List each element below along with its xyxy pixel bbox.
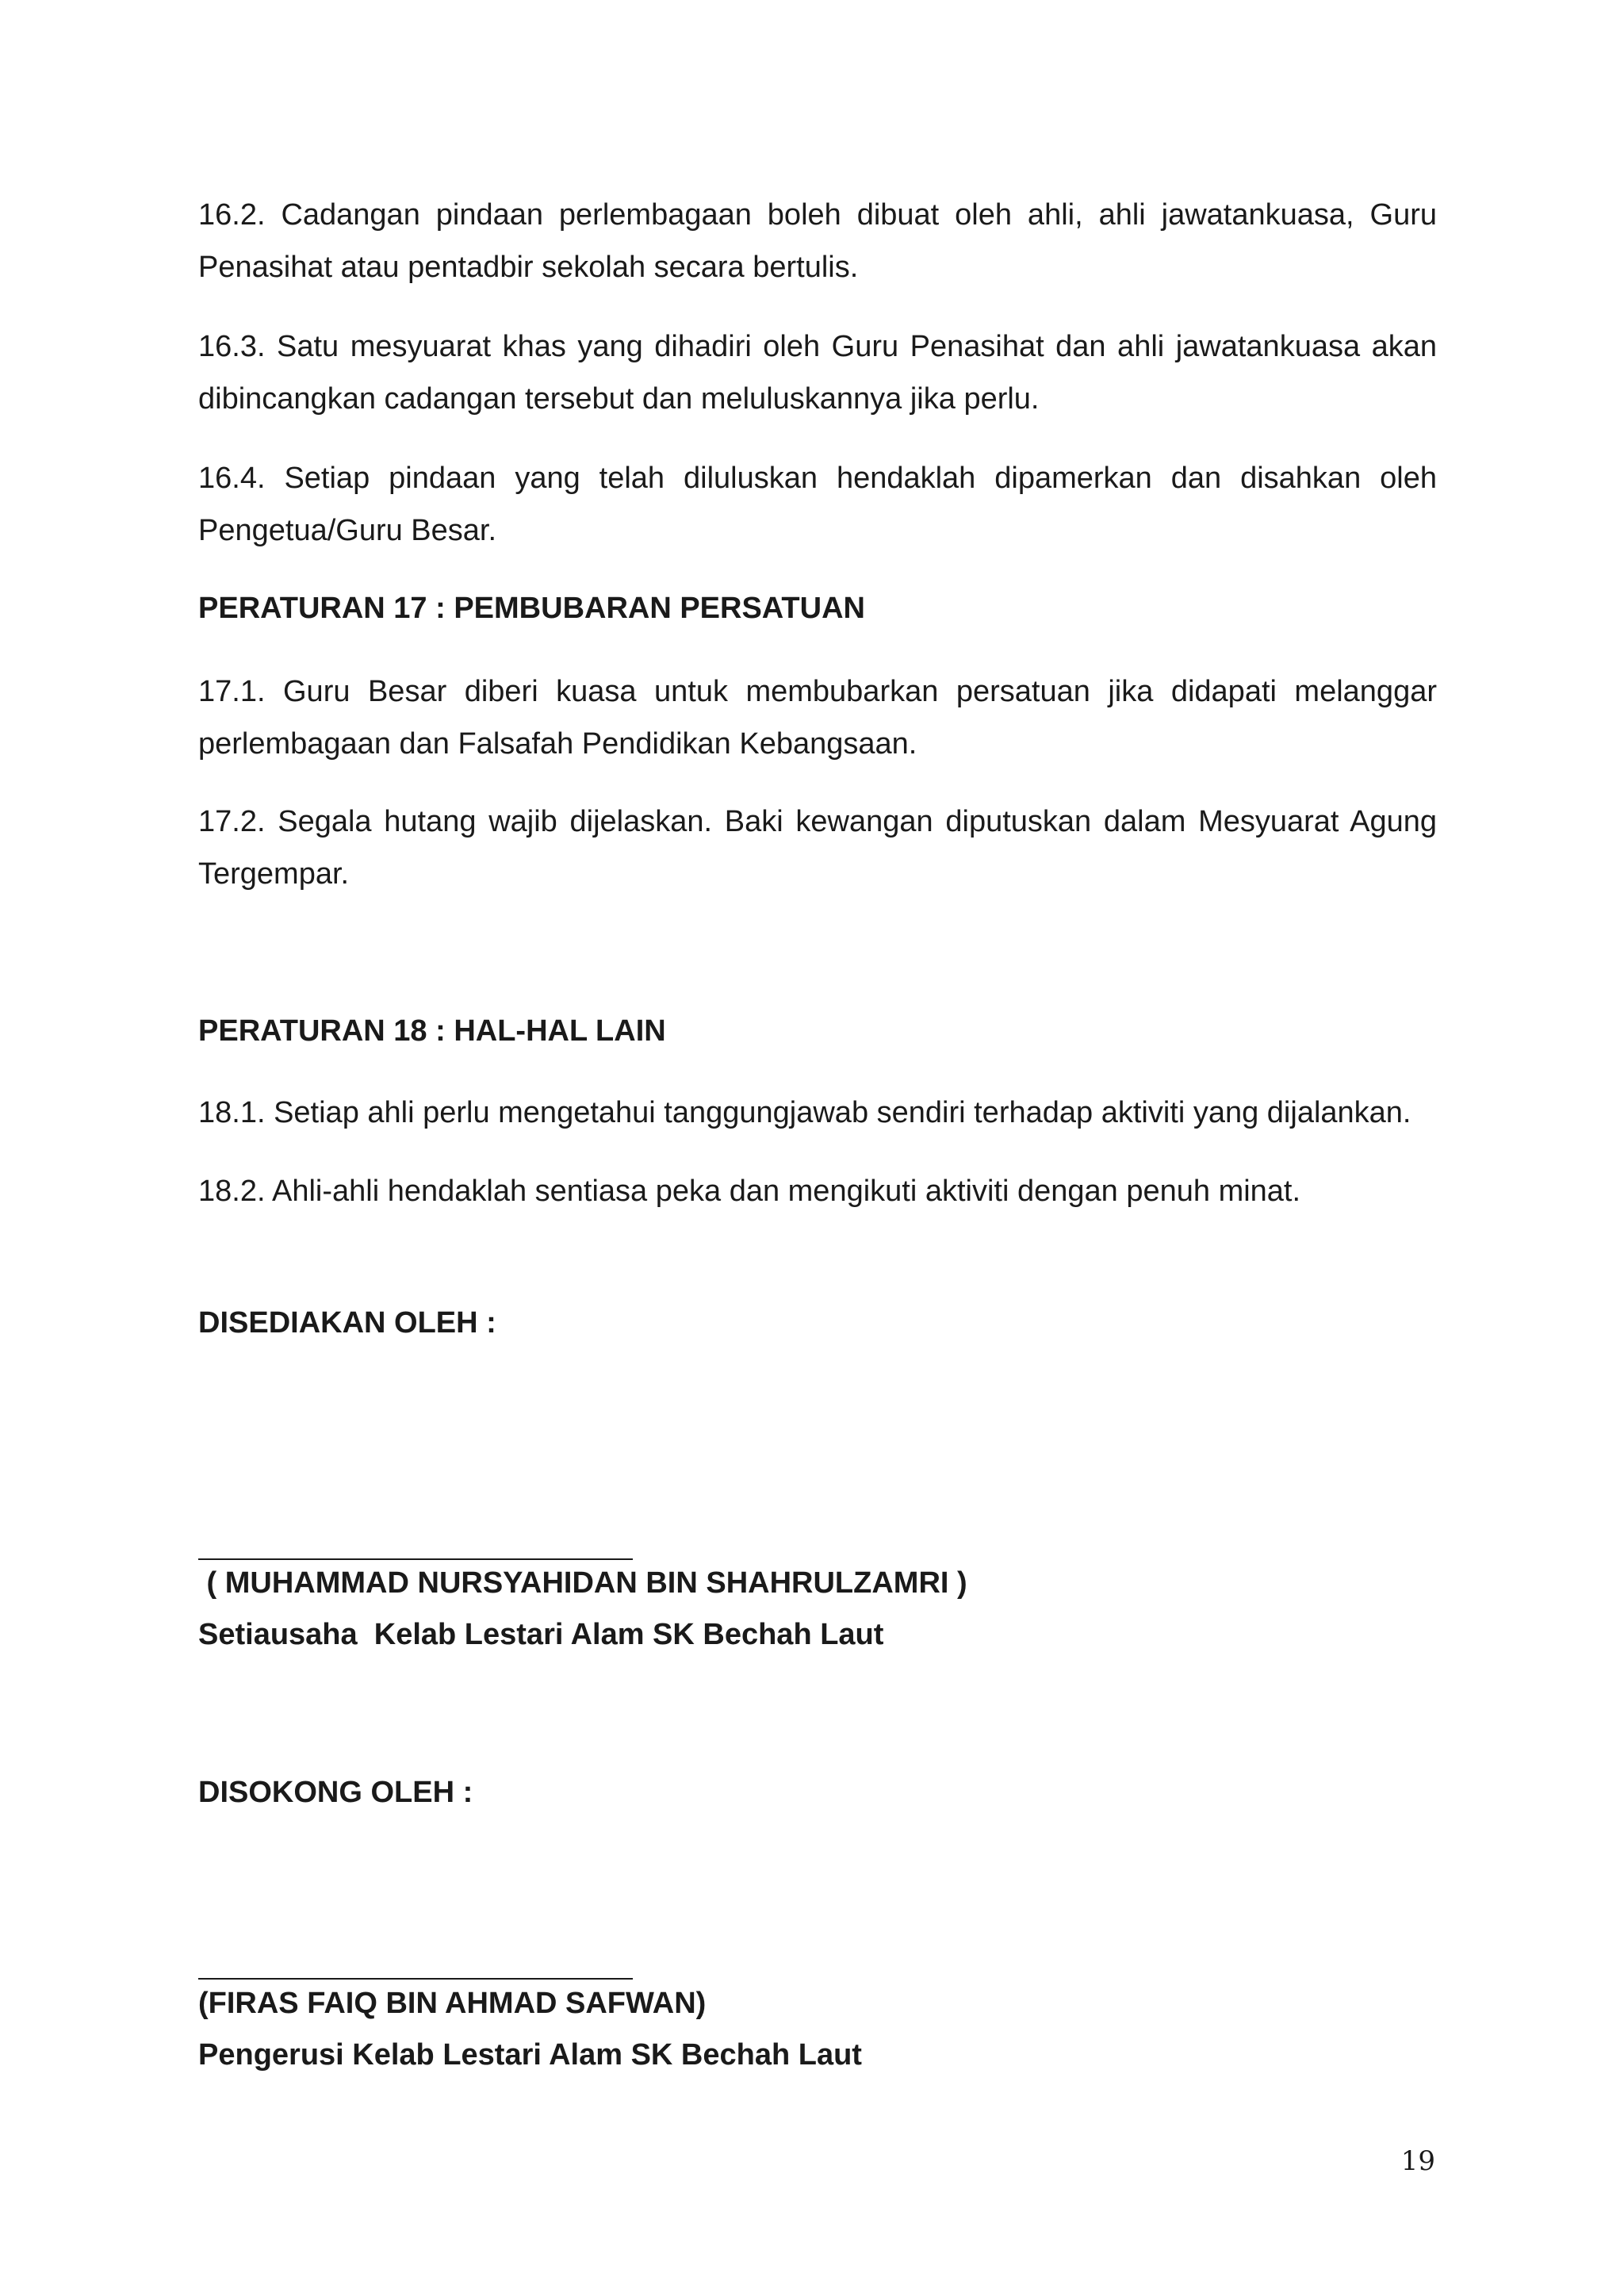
paragraph-text: 16.3. Satu mesyuarat khas yang dihadiri oleh Guru Penasihat dan ahli jawatankuasa akan dibincangkan cadangan tersebut dan meluluskannya jika perlu. bbox=[198, 330, 1437, 416]
supported-by-label bbox=[198, 1773, 1437, 1811]
signature-label: DISOKONG OLEH : bbox=[198, 1776, 473, 1809]
signature-label: DISEDIAKAN OLEH : bbox=[198, 1306, 496, 1340]
page-number: 19 bbox=[1400, 2145, 1435, 2177]
paragraph-text: 17.1. Guru Besar diberi kuasa untuk membubarkan persatuan jika didapati melanggar perlembagaan dan Falsafah Pendidikan Kebangsaan. bbox=[198, 675, 1437, 761]
paragraph-17-2 bbox=[198, 795, 1437, 900]
paragraph-text: 17.2. Segala hutang wajib dijelaskan. Baki kewangan diputuskan dalam Mesyuarat Agung Tergempar. bbox=[198, 805, 1437, 891]
paragraph-text: 18.2. Ahli-ahli hendaklah sentiasa peka dan mengikuti aktiviti dengan penuh minat. bbox=[198, 1175, 1301, 1208]
signature-line-prepared bbox=[198, 1558, 633, 1560]
supporter-title: Pengerusi Kelab Lestari Alam SK Bechah Laut bbox=[198, 2038, 862, 2072]
section-heading: PERATURAN 18 : HAL-HAL LAIN bbox=[198, 1014, 666, 1048]
prepared-by-label bbox=[198, 1304, 1437, 1342]
paragraph-text: 16.2. Cadangan pindaan perlembagaan boleh dibuat oleh ahli, ahli jawatankuasa, Guru Penasihat atau pentadbir sekolah secara bertulis. bbox=[198, 198, 1437, 284]
paragraph-16-2 bbox=[198, 189, 1437, 293]
section-heading: PERATURAN 17 : PEMBUBARAN PERSATUAN bbox=[198, 592, 865, 625]
supporter-name: (FIRAS FAIQ BIN AHMAD SAFWAN) bbox=[198, 1987, 707, 2020]
heading-peraturan-17 bbox=[198, 589, 1437, 627]
signature-line-supported bbox=[198, 1978, 633, 1980]
paragraph-text: 16.4. Setiap pindaan yang telah diluluskan hendaklah dipamerkan dan disahkan oleh Pengetua/Guru Besar. bbox=[198, 462, 1437, 547]
preparer-title: Setiausaha Kelab Lestari Alam SK Bechah Laut bbox=[198, 1618, 884, 1651]
paragraph-17-1 bbox=[198, 665, 1437, 770]
paragraph-16-3 bbox=[198, 320, 1437, 425]
paragraph-16-4 bbox=[198, 452, 1437, 557]
paragraph-18-1 bbox=[198, 1087, 1437, 1139]
paragraph-18-2 bbox=[198, 1165, 1437, 1217]
preparer-name: ( MUHAMMAD NURSYAHIDAN BIN SHAHRULZAMRI ) bbox=[198, 1566, 967, 1600]
heading-peraturan-18 bbox=[198, 1012, 1437, 1050]
paragraph-text: 18.1. Setiap ahli perlu mengetahui tanggungjawab sendiri terhadap aktiviti yang dijalankan. bbox=[198, 1096, 1411, 1129]
